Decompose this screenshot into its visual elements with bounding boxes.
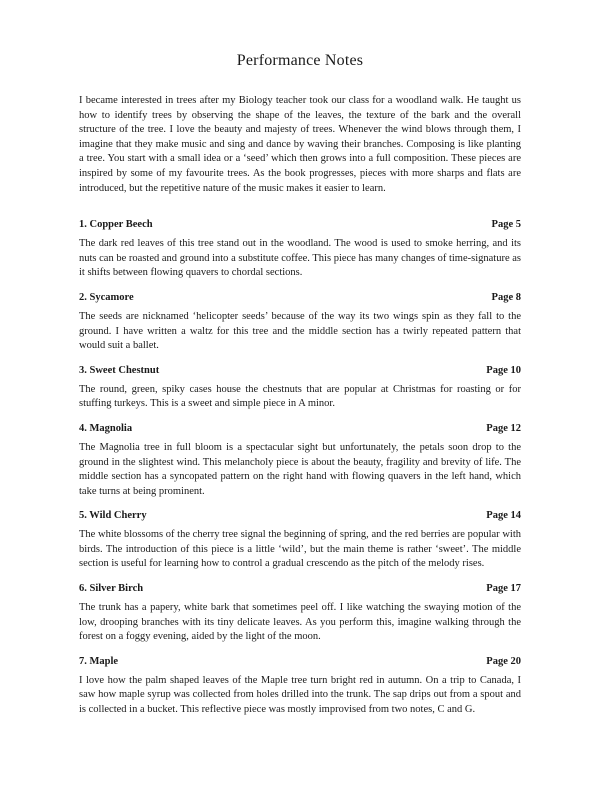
piece-sycamore [79, 291, 521, 354]
page-title: Performance Notes [236, 52, 364, 69]
piece-heading: 4. Magnolia [79, 422, 133, 434]
piece-heading: 2. Sycamore [79, 291, 134, 303]
piece-silver-birch [79, 582, 521, 645]
piece-heading: 1. Copper Beech [79, 219, 153, 231]
piece-description: The Magnolia tree in full bloom is a spectacular sight but unfortunately, the petals soon drop to the ground in the slightest wind. This melancholy piece is about the beauty, fragility and brevity of life. The middle section has a syncopated pattern on the right hand with flowing quavers in the left hand, which take turns at being prominent. [79, 441, 521, 497]
piece-page: Page 10 [486, 364, 521, 376]
piece-list [79, 218, 521, 717]
piece-description: The round, green, spiky cases house the chestnuts that are popular at Christmas for roasting or for stuffing turkeys. This is a sweet and simple piece in A minor. [79, 383, 521, 410]
piece-description: The trunk has a papery, white bark that sometimes peel off. I like watching the swaying motion of the low, drooping branches with its tiny delicate leaves. As you perform this, imagine walking through the forest on a foggy evening, aided by the light of the moon. [79, 602, 521, 643]
piece-page: Page 5 [491, 219, 521, 231]
piece-page: Page 20 [486, 655, 521, 667]
piece-heading: 6. Silver Birch [79, 583, 144, 595]
piece-heading: 5. Wild Cherry [79, 510, 147, 522]
piece-description: I love how the palm shaped leaves of the Maple tree turn bright red in autumn. On a trip to Canada, I saw how maple syrup was collected from holes drilled into the trunk. The sap drips out from a spout and is collected in a bucket. This reflective piece was mostly improvised from two notes, C and G. [79, 674, 521, 716]
piece-page: Page 12 [486, 422, 521, 434]
piece-description: The white blossoms of the cherry tree signal the beginning of spring, and the red berries are popular with birds. The introduction of this piece is a little ‘wild’, but the main theme is rather ‘sweet’. The middle section is useful for learning how to control a gradual crescendo as the pitch of the melody rises. [79, 529, 521, 570]
piece-description: The dark red leaves of this tree stand out in the woodland. The wood is used to smoke herring, and its nuts can be roasted and ground into a substitute coffee. This piece has many changes of time-signature as it shifts between flowing quavers to chordal sections. [79, 238, 521, 279]
piece-heading: 3. Sweet Chestnut [79, 364, 160, 376]
piece-page: Page 17 [486, 583, 521, 595]
intro-paragraph: I became interested in trees after my Biology teacher took our class for a woodland walk. He taught us how to identify trees by observing the shape of the leaves, the texture of the bark and the overall structure of the tree. I love the beauty and majesty of trees. Whenever the wind blows through them, I imagine that they make music and sing and dance by waving their branches. Composing is like planting a tree. You start with a small idea or a ‘seed’ which then grows into a full composition. These pieces are inspired by some of my favourite trees. As the book progresses, pieces with more sharps and flats are introduced, but the repetitive nature of the music makes it easier to learn. [79, 95, 521, 194]
piece-magnolia [79, 422, 521, 499]
piece-wild-cherry [79, 509, 521, 572]
piece-page: Page 14 [486, 510, 521, 522]
piece-heading: 7. Maple [79, 655, 119, 667]
piece-copper-beech [79, 218, 521, 281]
piece-description: The seeds are nicknamed ‘helicopter seeds’ because of the way its two wings spin as they fall to the ground. I have written a waltz for this tree and the middle section has a twirly repeated pattern that would suit a ballet. [79, 310, 521, 352]
piece-maple [79, 655, 521, 718]
piece-page: Page 8 [491, 291, 521, 303]
piece-sweet-chestnut [79, 364, 521, 412]
